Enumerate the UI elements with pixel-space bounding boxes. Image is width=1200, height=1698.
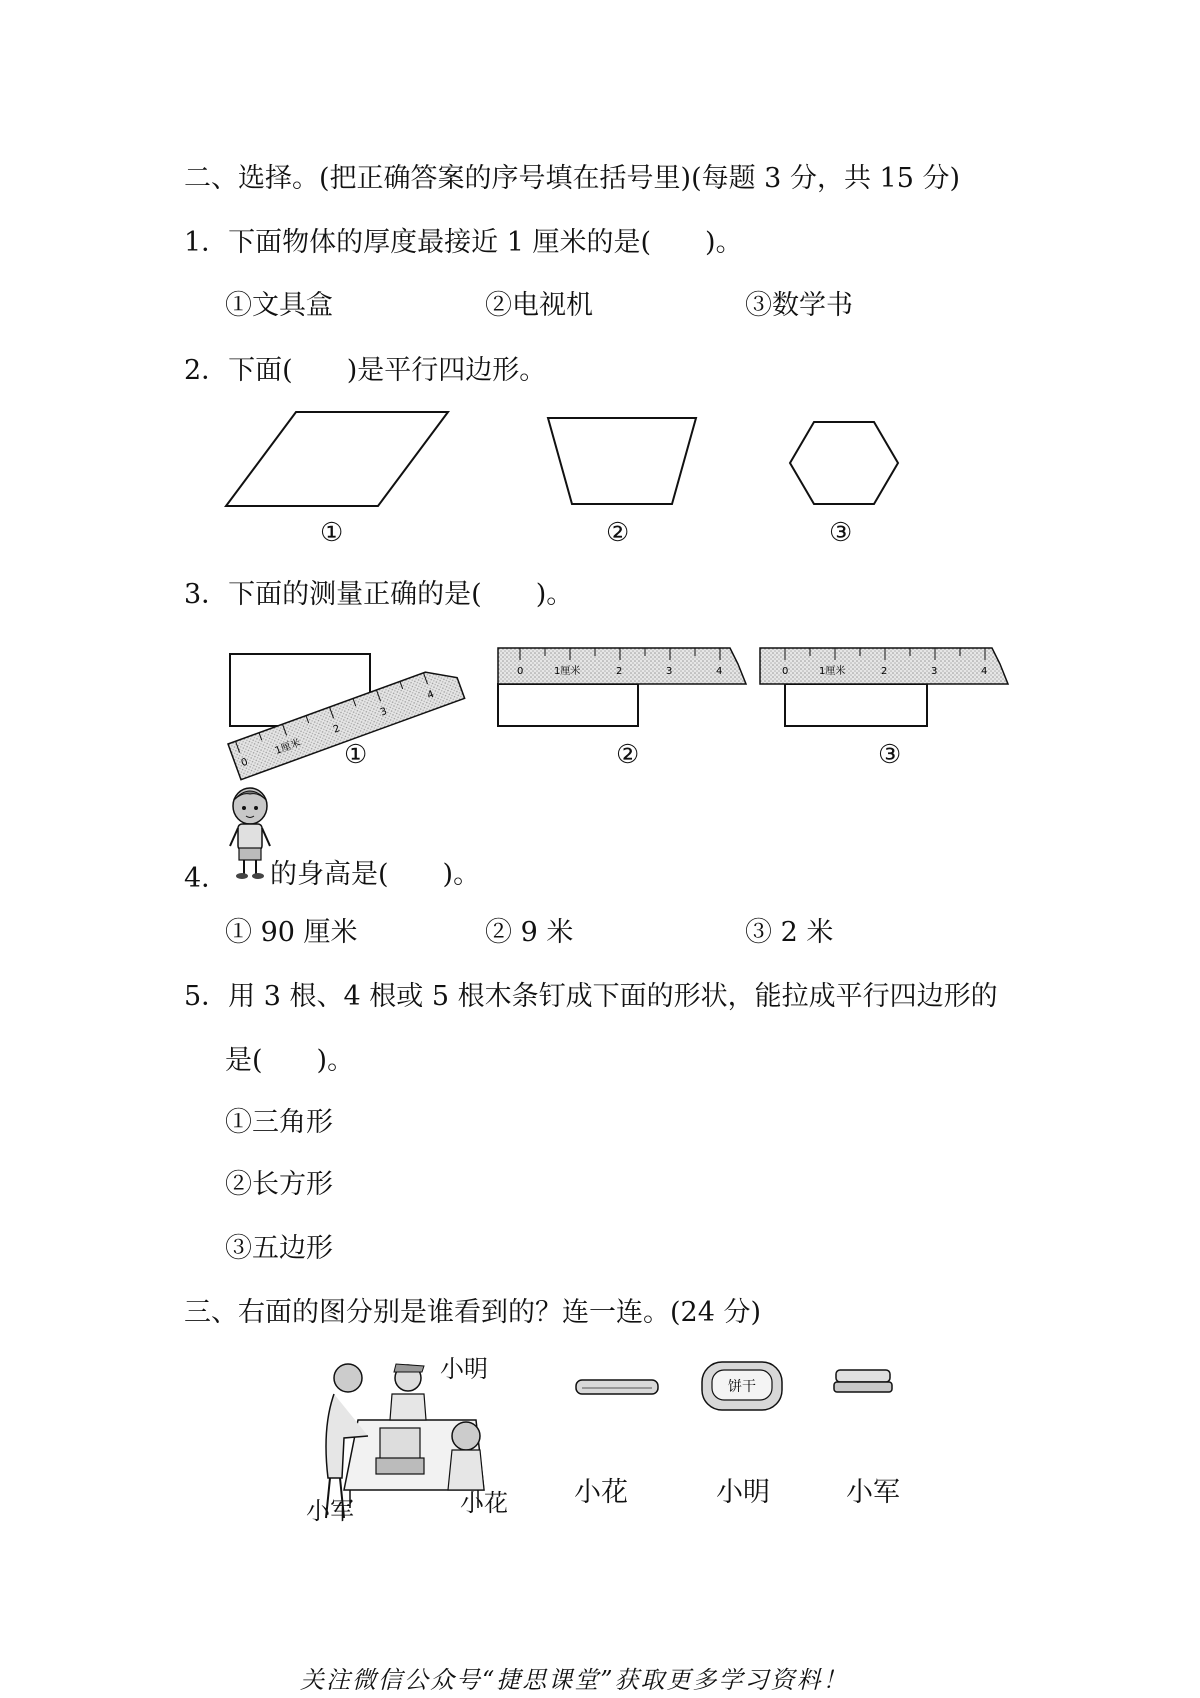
q2-label-2: ② [606, 518, 630, 548]
ruler-3-tick-2: 2 [881, 666, 888, 677]
q2-label-3: ③ [829, 518, 853, 548]
ruler-3-tick-3: 3 [931, 666, 938, 677]
q3-label-1: ① [344, 740, 368, 770]
ruler-1-tick-3: 3 [378, 706, 389, 719]
q5-option-3: ③五边形 [225, 1233, 333, 1264]
view-name-1: 小花 [574, 1477, 628, 1508]
q3-label-3: ③ [878, 740, 902, 770]
q3-label-2: ② [616, 740, 640, 770]
ruler-3-tick-0: 0 [782, 666, 789, 677]
ruler-3-tick-4: 4 [981, 666, 988, 677]
q1-option-3: ③数学书 [745, 290, 853, 321]
scene-name-xiaohua: 小花 [460, 1489, 508, 1517]
ruler-3-tick-1: 1厘米 [819, 666, 846, 677]
q5-stem-line2: 是( )。 [225, 1045, 355, 1076]
ruler-2-tick-4: 4 [716, 666, 723, 677]
parallelogram-shape [226, 412, 448, 506]
q3-rect-3 [785, 684, 927, 726]
view-name-3: 小军 [846, 1477, 900, 1508]
hexagon-shape [790, 422, 898, 504]
ruler-3 [760, 648, 1008, 684]
q1-option-2: ②电视机 [485, 290, 593, 321]
q2-label-1: ① [320, 518, 344, 548]
ruler-2-tick-3: 3 [666, 666, 673, 677]
view-side-icon [830, 1366, 900, 1402]
view-name-2: 小明 [716, 1477, 770, 1508]
q2-stem: 2．下面( )是平行四边形。 [184, 355, 547, 386]
view-thin-icon [574, 1374, 664, 1404]
section2-heading: 二、选择。(把正确答案的序号填在括号里)(每题 3 分，共 15 分) [184, 163, 960, 194]
q4-option-2: ② 9 米 [485, 917, 574, 948]
q5-option-1: ①三角形 [225, 1107, 333, 1138]
q5-stem-line1: 5．用 3 根、4 根或 5 根木条钉成下面的形状，能拉成平行四边形的 [184, 981, 998, 1012]
box-label: 饼干 [728, 1379, 756, 1395]
q4-option-1: ① 90 厘米 [225, 917, 358, 948]
q4-stem: 的身高是( )。 [270, 859, 481, 890]
q4-option-3: ③ 2 米 [745, 917, 834, 948]
ruler-2-tick-0: 0 [517, 666, 524, 677]
q3-rect-2 [498, 684, 638, 726]
ruler-1-tick-2: 2 [331, 723, 342, 736]
scene-name-xiaojun: 小军 [306, 1497, 354, 1525]
ruler-1-tick-1: 1厘米 [273, 737, 303, 757]
ruler-1-tick-0: 0 [239, 756, 250, 770]
q3-stem: 3．下面的测量正确的是( )。 [184, 579, 574, 610]
ruler-2 [498, 648, 746, 684]
q3-rulers [0, 636, 1200, 776]
view-top-biscuit-icon [698, 1358, 788, 1418]
ruler-2-tick-2: 2 [616, 666, 623, 677]
section3-heading: 三、右面的图分别是谁看到的？连一连。(24 分) [184, 1297, 762, 1328]
scene-name-xiaoming: 小明 [440, 1355, 488, 1383]
q4-number: 4． [184, 863, 229, 894]
q1-option-1: ①文具盒 [225, 290, 333, 321]
q5-option-2: ②长方形 [225, 1169, 333, 1200]
footer-note: 关注微信公众号“捷思课堂”获取更多学习资料！ [300, 1666, 849, 1694]
q1-stem: 1．下面物体的厚度最接近 1 厘米的是( )。 [184, 227, 743, 258]
trapezoid-shape [548, 418, 696, 504]
ruler-1-tick-4: 4 [425, 688, 436, 702]
q2-shapes [0, 400, 1200, 600]
ruler-2-tick-1: 1厘米 [554, 666, 581, 677]
